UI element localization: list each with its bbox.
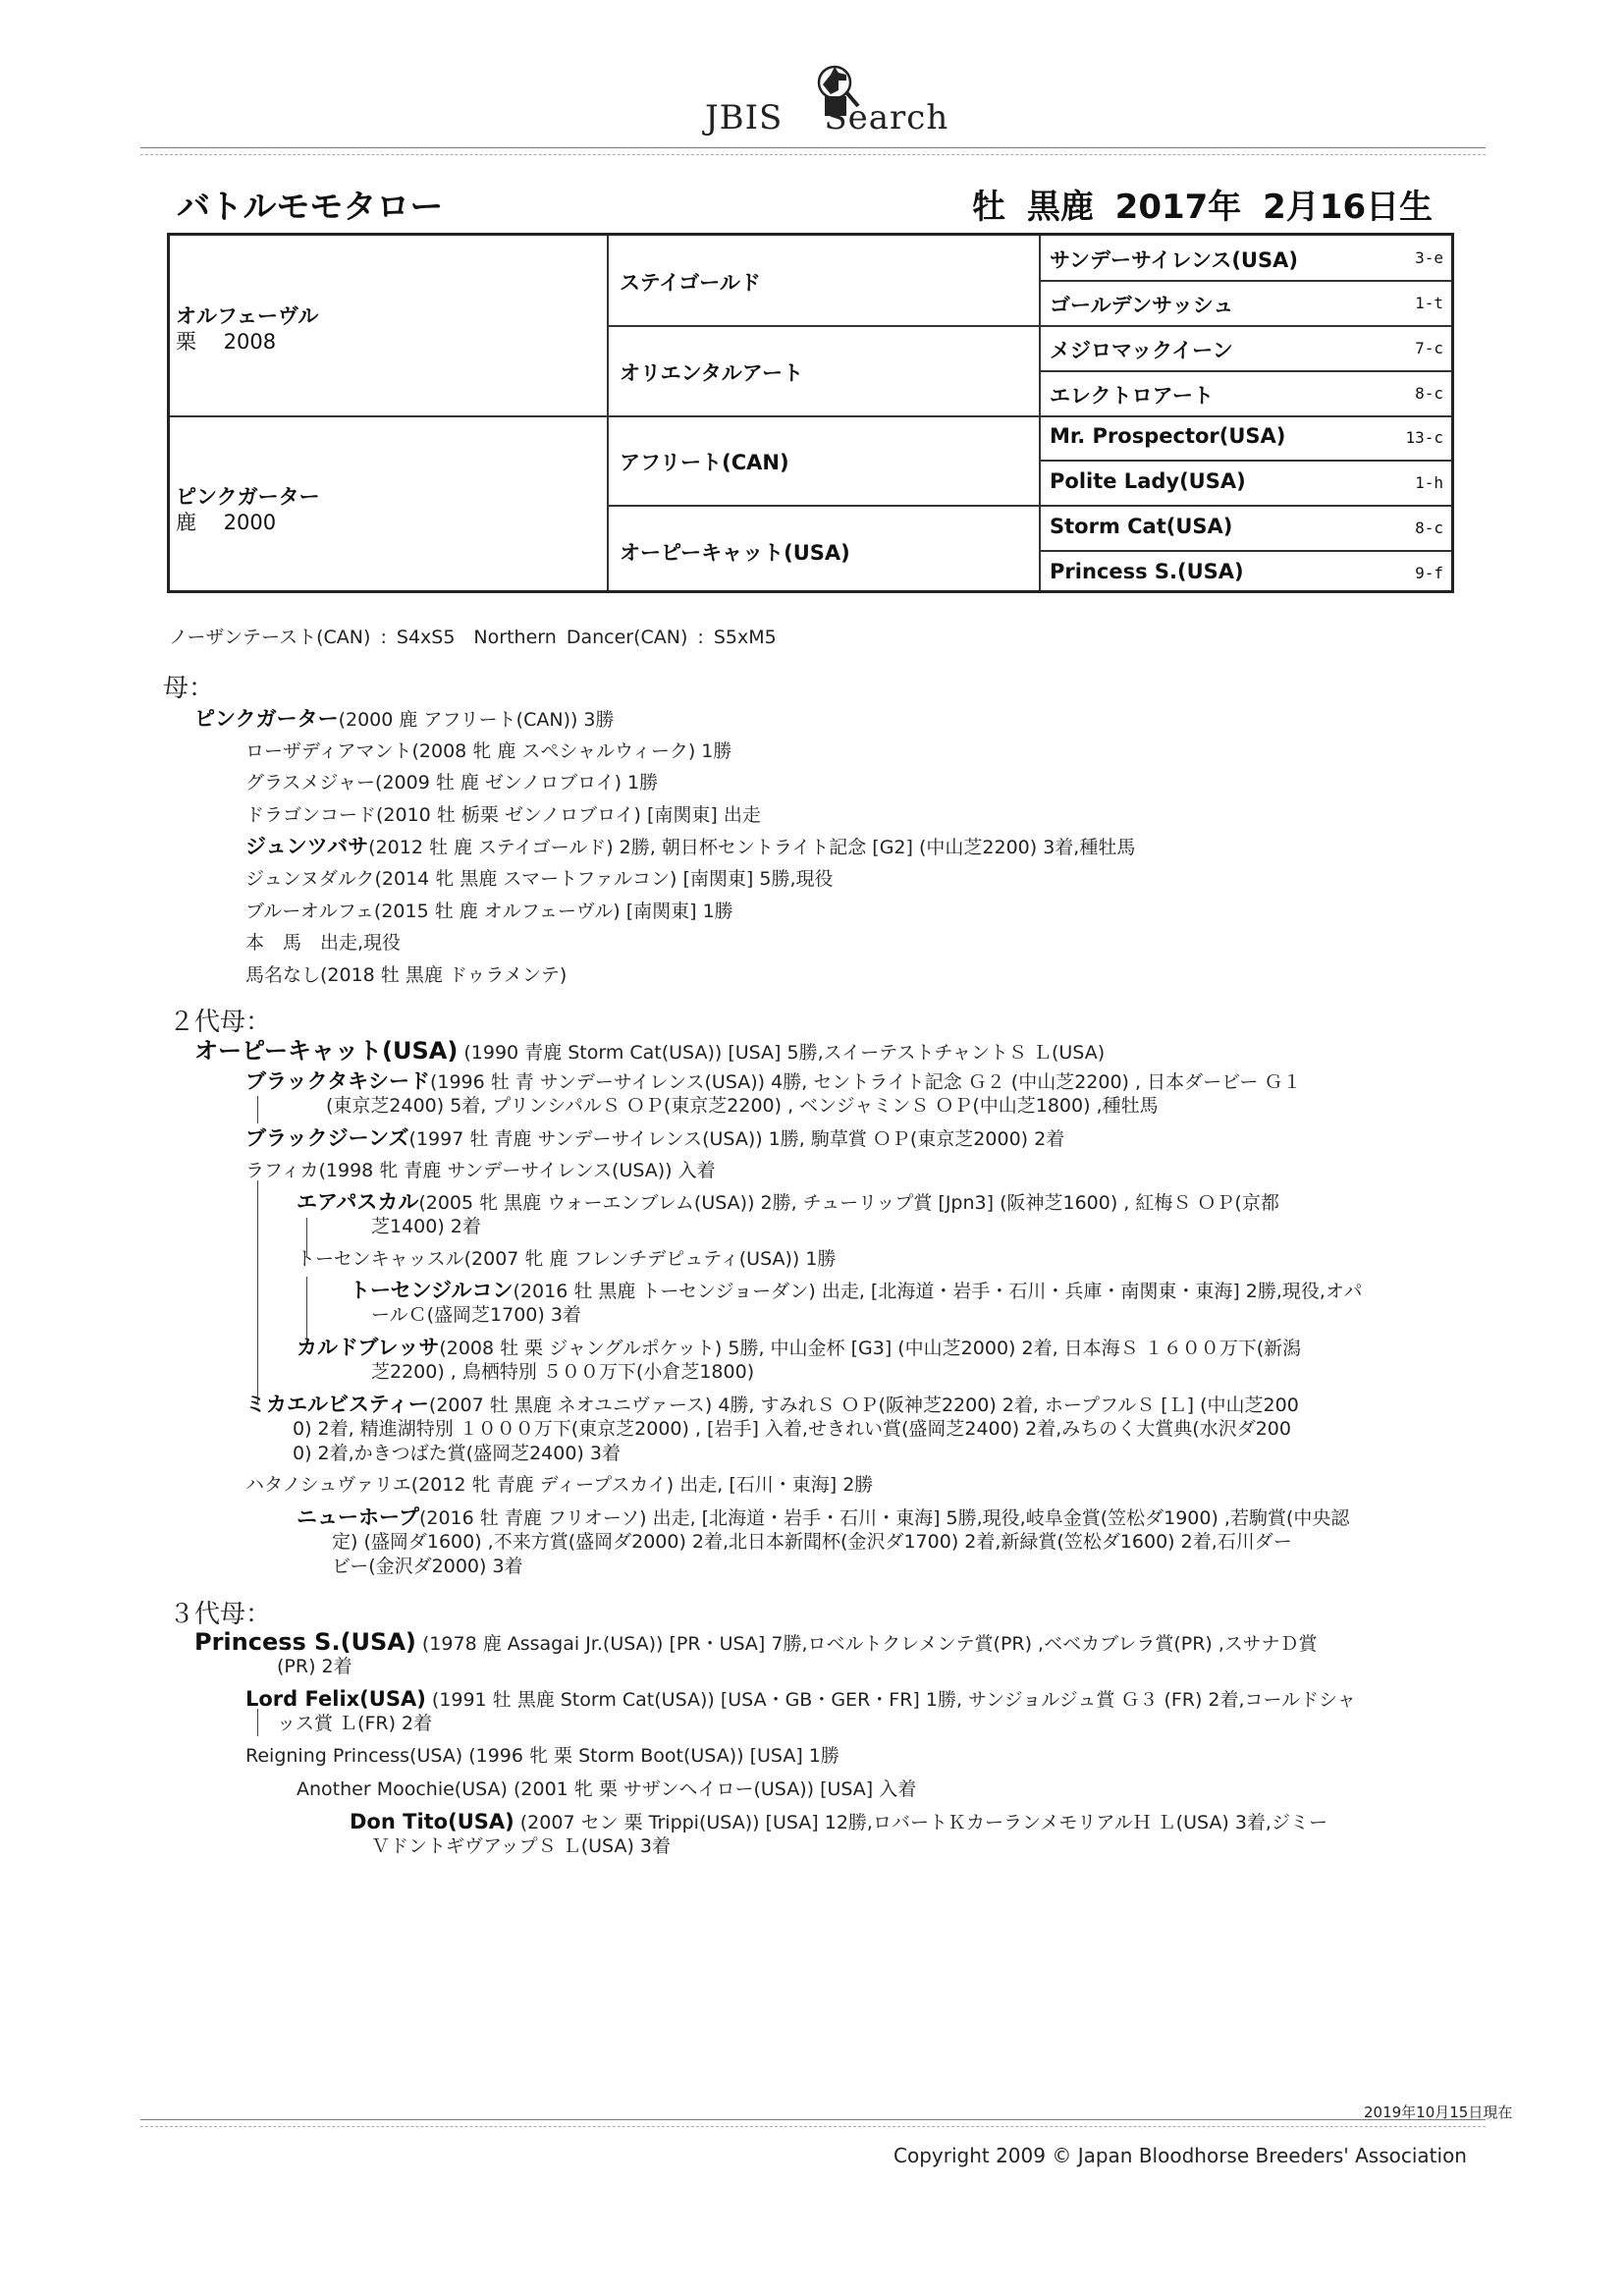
horse-name-bold: トーセンジルコン <box>350 1279 514 1302</box>
tree-line <box>306 1218 307 1257</box>
sire-sire: ステイゴールド <box>620 271 761 295</box>
logo-text: JBIS Search <box>705 98 949 137</box>
family-entry <box>245 835 1135 859</box>
family-entry <box>293 1442 621 1465</box>
horse-info: 牡 黒鹿 2017年 2月16日生 <box>972 188 1434 227</box>
family-entry <box>245 771 658 794</box>
gen3-family: 13-c <box>1405 428 1443 447</box>
horse-name-bold: ピンクガーター <box>194 707 339 731</box>
entry-detail: (2000 鹿 アフリート(CAN)) 3勝 <box>338 709 615 731</box>
gen3-name: メジロマックイーン <box>1050 339 1233 362</box>
horse-name-bold: ジュンツバサ <box>245 835 369 858</box>
sire-detail: 栗 2008 <box>176 330 277 354</box>
entry-detail: (2005 牝 黒鹿 ウォーエンブレム(USA)) 2勝, チューリップ賞 [Jpn3] (阪神芝1600) , 紅梅Ｓ ＯＰ(京都 <box>418 1192 1279 1214</box>
family-entry <box>245 1393 1299 1417</box>
entry-detail: ブルーオルフェ(2015 牡 鹿 オルフェーヴル) [南関東] 1勝 <box>245 901 733 922</box>
tree-line <box>257 1180 258 1404</box>
horse-name-bold: エアパスカル <box>297 1190 419 1214</box>
sire-dam: オリエンタルアート <box>620 361 804 385</box>
footer-divider <box>140 2119 1486 2120</box>
family-entry <box>293 1417 1291 1441</box>
horse-name-bold: カルドブレッサ <box>297 1336 440 1359</box>
entry-detail: ＶドントギヴアップＳ Ｌ(USA) 3着 <box>371 1835 671 1857</box>
entry-detail: 0) 2着,かきつばた賞(盛岡芝2400) 3着 <box>293 1443 621 1464</box>
family-entry <box>297 1505 1349 1530</box>
horse-name: バトルモモタロー <box>177 188 444 227</box>
entry-detail: ラフィカ(1998 牝 青鹿 サンデーサイレンス(USA)) 入着 <box>245 1160 716 1181</box>
entry-detail: (1978 鹿 Assagai Jr.(USA)) [PR・USA] 7勝,ロベルトクレメンテ賞(PR) ,ベベカブレラ賞(PR) ,スサナＤ賞 <box>415 1633 1318 1655</box>
family-entry <box>245 1069 1301 1094</box>
entry-detail: 馬名なし(2018 牡 黒鹿 ドゥラメンテ) <box>245 964 568 986</box>
pedigree-table <box>167 233 1454 593</box>
horse-name-bold: オーピーキャット(USA) <box>194 1037 459 1065</box>
horse-name-bold: ミカエルビスティー <box>245 1393 429 1416</box>
as-of-date: 2019年10月15日現在 <box>1364 2104 1513 2121</box>
gen3-family: 7-c <box>1415 339 1443 357</box>
pedigree-row-divider <box>1039 460 1451 462</box>
entry-detail: (1991 牡 黒鹿 Storm Cat(USA)) [USA・GB・GER・FR] 1勝, サンジョルジュ賞 Ｇ３ (FR) 2着,コールドシャ <box>425 1689 1356 1711</box>
gen3-name: ゴールデンサッシュ <box>1050 294 1234 317</box>
entry-detail: ッス賞 Ｌ(FR) 2着 <box>277 1713 433 1734</box>
entry-detail: Another Moochie(USA) (2001 牝 栗 サザンヘイロー(USA)) [USA] 入着 <box>297 1778 917 1800</box>
family-entry <box>371 1215 481 1238</box>
entry-detail: トーセンキャッスル(2007 牝 鹿 フレンチデピュティ(USA)) 1勝 <box>297 1248 837 1270</box>
tree-line <box>257 1709 258 1736</box>
horse-name-bold: ニューホープ <box>297 1505 419 1529</box>
gen3-name: エレクトロアート <box>1050 384 1214 408</box>
family-entry <box>371 1303 581 1327</box>
entry-detail: ールＣ(盛岡芝1700) 3着 <box>371 1304 581 1326</box>
pedigree-row-divider <box>1039 550 1451 552</box>
entry-detail: 芝2200) , 鳥栖特別 ５００万下(小倉芝1800) <box>371 1361 755 1383</box>
dam-detail: 鹿 2000 <box>176 511 277 534</box>
gen3-name: Storm Cat(USA) <box>1050 515 1233 538</box>
jbis-search-logo <box>705 61 949 143</box>
dam-dam: オーピーキャット(USA) <box>620 541 850 565</box>
horse-name-bold: Lord Felix(USA) <box>245 1687 426 1711</box>
entry-detail: 定) (盛岡ダ1600) ,不来方賞(盛岡ダ2000) 2着,北日本新聞杯(金沢ダ1700) 2着,新緑賞(笠松ダ1600) 2着,石川ダー <box>332 1531 1292 1553</box>
copyright: Copyright 2009 © Japan Bloodhorse Breeders' Association <box>893 2144 1467 2167</box>
gen3-family: 1-t <box>1415 294 1443 312</box>
family-entry <box>332 1555 523 1578</box>
family-entry <box>194 1039 1105 1065</box>
entry-detail: ビー(金沢ダ2000) 3着 <box>332 1556 523 1577</box>
horse-name-bold: Princess S.(USA) <box>194 1628 416 1656</box>
pedigree-row-divider <box>1039 370 1451 372</box>
family-entry <box>277 1712 432 1735</box>
family-entry <box>194 1630 1318 1656</box>
inbreeding-note: ノーザンテースト(CAN) : S4xS5 Northern Dancer(CAN) : S5xM5 <box>169 627 777 648</box>
entry-detail: 本 馬 出走,現役 <box>245 932 402 954</box>
gen3-family: 8-c <box>1415 384 1443 403</box>
family-entry <box>245 1126 1064 1151</box>
pedigree-row-divider <box>170 415 1451 417</box>
family-entry <box>277 1655 352 1678</box>
entry-detail: (1996 牡 青 サンデーサイレンス(USA)) 4勝, セントライト記念 Ｇ２ (中山芝2200) , 日本ダービー Ｇ１ <box>429 1071 1302 1093</box>
family-entry <box>245 867 833 891</box>
horse-name-bold: ブラックタキシード <box>245 1069 430 1093</box>
entry-detail: (2016 牡 青鹿 フリオーソ) 出走, [北海道・岩手・石川・東海] 5勝,現役,岐阜金賞(笠松ダ1900) ,若駒賞(中央認 <box>418 1507 1350 1529</box>
entry-detail: グラスメジャー(2009 牡 鹿 ゼンノロブロイ) 1勝 <box>245 772 659 793</box>
family-entry <box>245 1744 839 1768</box>
family-entry <box>297 1336 1301 1360</box>
family-entry <box>297 1777 916 1801</box>
family-entry <box>245 1159 716 1182</box>
family-entry <box>245 963 567 987</box>
gen3-family: 1-h <box>1415 473 1443 492</box>
family-entry <box>350 1279 1363 1303</box>
entry-detail: (PR) 2着 <box>277 1656 352 1677</box>
footer-divider-dashed <box>140 2126 1486 2127</box>
header-divider <box>140 147 1486 148</box>
family-entry <box>245 803 761 827</box>
pedigree-row-divider <box>1039 280 1451 282</box>
family-entry <box>332 1530 1292 1554</box>
section-third-dam-heading: ３代母： <box>169 1600 272 1629</box>
entry-detail: (東京芝2400) 5着, プリンシパルＳ ＯＰ(東京芝2200) , ベンジャミンＳ ＯＰ(中山芝1800) ,種牡馬 <box>326 1095 1159 1117</box>
dam-name: ピンクガーター <box>176 485 320 509</box>
entry-detail: (2007 セン 栗 Trippi(USA)) [USA] 12勝,ロバートＫカーランメモリアルＨ Ｌ(USA) 3着,ジミー <box>514 1812 1327 1833</box>
family-entry <box>245 1473 873 1497</box>
family-entry <box>194 707 615 732</box>
gen3-family: 9-f <box>1415 564 1443 582</box>
pedigree-row-divider <box>607 325 1451 327</box>
sire-name: オルフェーヴル <box>176 304 319 328</box>
entry-detail: ハタノシュヴァリエ(2012 牝 青鹿 ディープスカイ) 出走, [石川・東海] 2勝 <box>245 1474 874 1496</box>
tree-line <box>306 1277 307 1339</box>
entry-detail: ローザディアマント(2008 牝 鹿 スペシャルウィーク) 1勝 <box>245 740 732 762</box>
family-entry <box>326 1094 1159 1118</box>
family-entry <box>297 1190 1279 1215</box>
entry-detail: 芝1400) 2着 <box>371 1216 481 1237</box>
entry-detail: ジュンヌダルク(2014 牝 黒鹿 スマートファルコン) [南関東] 5勝,現役 <box>245 868 834 890</box>
pedigree-row-divider <box>607 505 1451 507</box>
family-entry <box>350 1810 1327 1834</box>
entry-detail: (2012 牡 鹿 ステイゴールド) 2勝, 朝日杯セントライト記念 [G2] (中山芝2200) 3着,種牡馬 <box>368 837 1136 858</box>
entry-detail: (2007 牡 黒鹿 ネオユニヴァース) 4勝, すみれＳ ＯＰ(阪神芝2200) 2着, ホープフルＳ [Ｌ] (中山芝200 <box>428 1394 1299 1416</box>
entry-detail: Reigning Princess(USA) (1996 牝 栗 Storm Boot(USA)) [USA] 1勝 <box>245 1745 839 1767</box>
gen3-name: Polite Lady(USA) <box>1050 469 1246 493</box>
section-second-dam-heading: ２代母： <box>169 1008 272 1037</box>
section-dam-heading: 母： <box>163 674 215 703</box>
gen3-name: サンデーサイレンス(USA) <box>1050 248 1298 272</box>
entry-detail: 0) 2着, 精進湖特別 １０００万下(東京芝2000) , [岩手] 入着,せきれい賞(盛岡芝2400) 2着,みちのく大賞典(水沢ダ200 <box>293 1418 1291 1440</box>
gen3-family: 8-c <box>1415 519 1443 537</box>
header-divider-dashed <box>140 154 1486 155</box>
dam-sire: アフリート(CAN) <box>620 451 789 474</box>
entry-detail: ドラゴンコード(2010 牡 栃栗 ゼンノロブロイ) [南関東] 出走 <box>245 804 761 826</box>
entry-detail: (2016 牡 黒鹿 トーセンジョーダン) 出走, [北海道・岩手・石川・兵庫・南関東・東海] 2勝,現役,オパ <box>513 1281 1363 1302</box>
horse-name-bold: Don Tito(USA) <box>350 1810 514 1833</box>
horse-name-bold: ブラックジーンズ <box>245 1126 409 1150</box>
tree-line <box>257 1096 258 1123</box>
entry-detail: (2008 牡 栗 ジャングルポケット) 5勝, 中山金杯 [G3] (中山芝2000) 2着, 日本海Ｓ １６００万下(新潟 <box>439 1338 1302 1359</box>
pedigree-col-divider <box>1039 236 1041 590</box>
pedigree-col-divider <box>607 236 609 590</box>
family-entry <box>245 1687 1356 1712</box>
family-entry <box>371 1834 671 1858</box>
entry-detail: (1997 牡 青鹿 サンデーサイレンス(USA)) 1勝, 駒草賞 ＯＰ(東京芝2000) 2着 <box>408 1128 1065 1150</box>
entry-detail: (1990 青鹿 Storm Cat(USA)) [USA] 5勝,スイーテストチャントＳ Ｌ(USA) <box>458 1042 1106 1064</box>
family-entry <box>245 739 731 763</box>
family-entry <box>297 1247 836 1271</box>
gen3-name: Mr. Prospector(USA) <box>1050 424 1286 448</box>
gen3-family: 3-e <box>1415 248 1443 267</box>
family-entry <box>245 900 733 923</box>
family-entry <box>371 1360 754 1384</box>
family-entry <box>245 931 401 955</box>
gen3-name: Princess S.(USA) <box>1050 560 1244 583</box>
